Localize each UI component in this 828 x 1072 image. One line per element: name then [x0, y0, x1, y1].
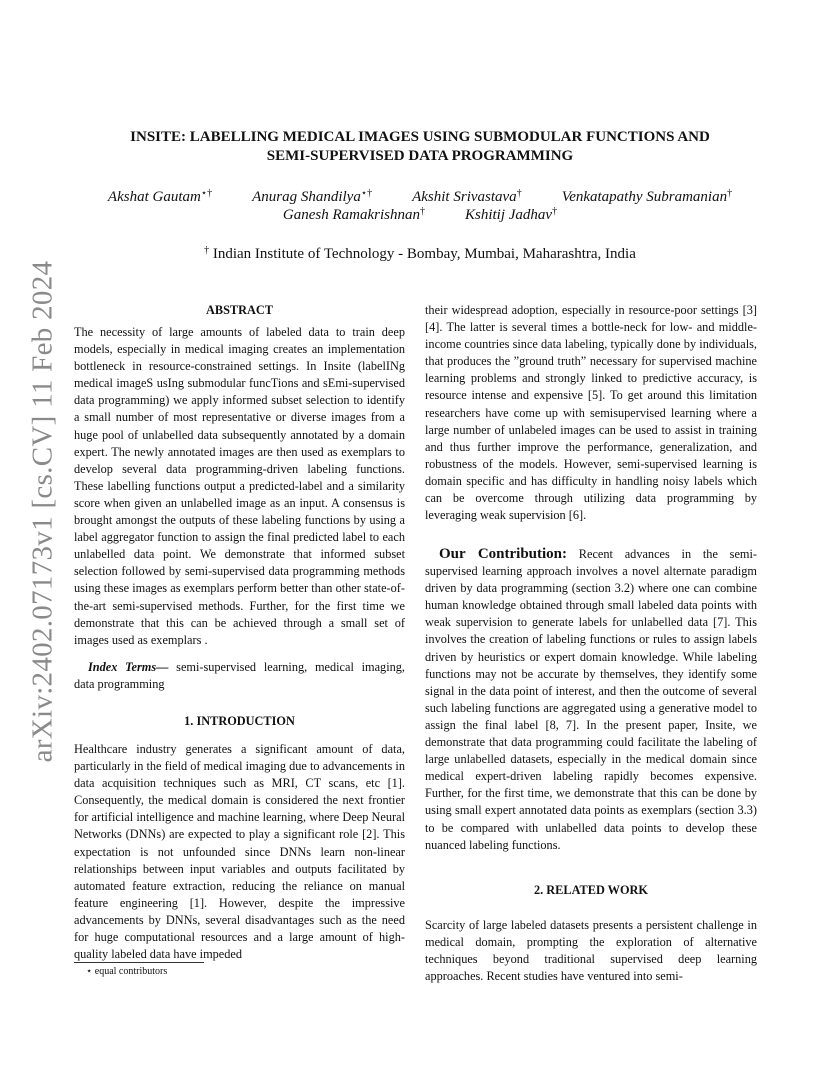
affiliation — [70, 246, 770, 263]
related-work-body — [425, 917, 757, 985]
author — [562, 189, 732, 206]
contribution-text: Recent advances in the semi-supervised learning approach involves a novel alternate paradigm driven by data programming (section 3.2) where one can combine human knowledge obtained through small labeled data points with weak supervision to generate labels for unlabelled data [7]. This involves the creation of labeling functions or rules to assign labels driven by heuristics or expert domain knowledge. While labeling functions may not be accurate by themselves, they identify some signal in the data point of interest, and then the outcome of several such labeling functions are aggregated using a generative model to assign the final label [8, 7]. In the present paper, Insite, we demonstrate that data programming could facilitate the labeling of large unlabelled datasets, especially in the medical domain since medical expert-driven labeling rapidly becomes expensive. Further, for the first time, we demonstrate that this can be done by using small expert annotated data points as exemplars (section 3.3) to be compared with unlabelled data points to develop these nuanced labeling functions. — [425, 547, 758, 852]
abstract-text: The necessity of large amounts of labeled data to train deep models, especially in medical imaging creates an implementation bottleneck in resource-constrained settings. In Insite (labelINg medical imageS usIng submodular funcTions and sEmi-supervised data programming) we apply informed subset selection to identify a small number of most representative or diverse images from a huge pool of unlabelled data subsequently annotated by a domain expert. The newly annotated images are then used as exemplars to develop several data programming-driven labeling functions. These labelling functions output a predicted-label and a similarity score when given an unlabelled image as an input. A consensus is brought amongst the outputs of these labeling functions by using a label aggregator function to assign the final predicted label to each unlabelled data point. We demonstrate that informed subset selection followed by semi-supervised data programming methods using these images as exemplars perform better than other state-of-the-art semi-supervised methods. Further, for the first time we demonstrate that this can be achieved through a small set of images used as exemplars . — [74, 325, 405, 647]
footnote-mark: ⋆ — [86, 966, 93, 977]
author — [412, 189, 522, 206]
author-name: Akshit Srivastava — [412, 189, 517, 205]
abstract-heading: ABSTRACT — [206, 303, 273, 317]
introduction-heading: 1. INTRODUCTION — [184, 714, 295, 728]
affiliation-mark: † — [204, 245, 210, 256]
index-terms — [74, 659, 405, 693]
author — [283, 207, 425, 224]
footnote-rule — [74, 962, 204, 963]
title-line-2: SEMI-SUPERVISED DATA PROGRAMMING — [266, 148, 574, 164]
arxiv-sidebar-stamp — [22, 260, 64, 762]
author-mark: † — [516, 188, 522, 199]
author-name: Akshat Gautam — [107, 189, 201, 205]
footnote — [86, 966, 167, 977]
author-mark: † — [552, 206, 558, 217]
introduction-body — [74, 741, 405, 963]
author-name: Kshitij Jadhav — [465, 207, 553, 223]
continuation-text: their widespread adoption, especially in resource-poor settings [3] [4]. The latter is several times a bottle-neck for low- and middle-income countries since data labeling, typically done by individuals, that produces the ”ground truth” necessary for supervised machine learning problems and strongly linked to predictive accuracy, is resource intense and expensive [5]. To get around this limitation researchers have come up with semisupervised learning where a large number of unlabeled images can be used to assist in training and thus further improve the performance, generalization, and robustness of the models. However, semi-supervised learning is domain specific and has difficulty in handling noisy labels which can be overcome through utilizing data programming by leveraging weak supervision [6]. — [425, 303, 757, 523]
paper-title — [70, 128, 770, 166]
contribution-paragraph — [425, 546, 757, 854]
introduction-text: Healthcare industry generates a significant amount of data, particularly in the field of medical imaging due to advancements in data acquisition techniques such as MRI, CT scans, etc [1]. Consequently, the medical domain is considered the next frontier for artificial intelligence and machine learning, where Deep Neural Networks (DNNs) are expected to play a significant role [2]. This expectation is not unfounded since DNNs learn non-linear relationships between input variables and outputs facilitated by automated feature extraction, reducing the reliance on manual feature engineering [1]. However, despite the impressive advancements by DNNs, several disadvantages such as the need for huge computational resources and a large amount of high-quality labeled data have impeded — [74, 742, 405, 962]
arxiv-id: arXiv:2402.07173v1 [cs.CV] 11 Feb 2024 — [26, 260, 59, 762]
author — [108, 189, 212, 206]
author-row-1 — [70, 189, 770, 206]
author-name: Venkatapathy Subramanian — [561, 189, 728, 205]
author-mark: ⋆† — [200, 188, 213, 199]
author-mark: ⋆† — [360, 188, 373, 199]
related-work-text: Scarcity of large labeled datasets presents a persistent challenge in medical domain, prompting the exploration of alternative techniques beyond traditional supervised deep learning approaches. Recent studies have ventured into semi- — [425, 918, 757, 984]
author-name: Ganesh Ramakrishnan — [282, 207, 420, 223]
index-terms-text: semi-supervised learning, medical imaging, data programming — [74, 660, 405, 692]
author — [465, 207, 557, 224]
author-mark: † — [420, 206, 425, 217]
author-row-2 — [70, 207, 770, 224]
footnote-text: equal contributors — [92, 966, 168, 977]
index-terms-label: Index Terms— — [88, 660, 169, 674]
intro-continuation — [425, 302, 757, 524]
related-work-heading: 2. RELATED WORK — [534, 883, 648, 897]
abstract-body — [74, 324, 405, 649]
title-line-1: INSITE: LABELLING MEDICAL IMAGES USING SUBMODULAR FUNCTIONS AND — [130, 129, 710, 145]
author — [252, 189, 372, 206]
affiliation-text: Indian Institute of Technology - Bombay, Mumbai, Maharashtra, India — [212, 246, 636, 262]
contribution-label: Our Contribution: — [439, 546, 568, 562]
author-mark: † — [727, 188, 733, 199]
author-name: Anurag Shandilya — [252, 189, 361, 205]
